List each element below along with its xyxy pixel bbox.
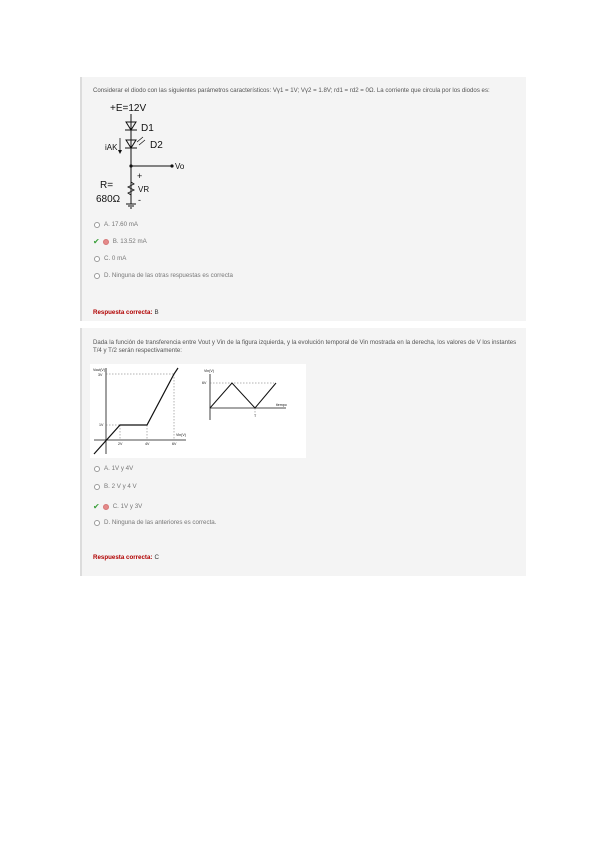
right-ttick: T xyxy=(254,414,257,418)
left-ytick-mid: 1V xyxy=(99,423,104,427)
question-card-2 xyxy=(80,328,526,576)
check-icon: ✔ xyxy=(93,236,100,246)
option-label: C. 0 mA xyxy=(104,255,127,262)
diode-circuit-figure xyxy=(90,100,200,218)
correct-answer-value: B xyxy=(154,309,159,316)
diode-d2-symbol xyxy=(125,137,145,148)
d2-label: D2 xyxy=(150,140,163,151)
check-icon: ✔ xyxy=(93,501,100,511)
radio-icon[interactable] xyxy=(94,466,100,472)
q2-option-d[interactable] xyxy=(93,518,216,527)
left-xtick-1: 2V xyxy=(118,442,123,446)
left-xlabel: Vin(V) xyxy=(176,433,186,437)
iak-label: iAK xyxy=(105,143,118,152)
question-2-text: Dada la función de transferencia entre Vout y Vin de la figura izquierda, y la evolución temporal de Vin mostrada en la derecha, los valores de V los instantes T/4 y T/2 serán respectivamente: xyxy=(93,339,517,354)
option-label: A. 17.60 mA xyxy=(104,221,139,228)
option-label: C. 1V y 3V xyxy=(112,503,143,510)
q1-option-a[interactable] xyxy=(93,220,138,229)
q2-correct-answer xyxy=(93,554,159,561)
question-1-text: Considerar el diodo con las siguientes parámetros característicos: Vγ1 = 1V; Vγ2 = 1.8V; rd1 = rd2 = 0Ω. La corriente que circula por los diodos es: xyxy=(93,87,490,94)
transfer-curve xyxy=(94,368,178,454)
source-label: +E=12V xyxy=(110,103,147,114)
option-label: A. 1V y 4V xyxy=(104,465,134,472)
option-label: B. 2 V y 4 V xyxy=(104,483,137,490)
transfer-function-plot xyxy=(90,364,190,458)
vo-label: Vo xyxy=(175,162,185,171)
radio-icon[interactable] xyxy=(94,520,100,526)
q1-option-c[interactable] xyxy=(93,254,126,263)
left-ytick-top: 3V xyxy=(98,373,103,377)
d1-label: D1 xyxy=(141,123,154,134)
left-xtick-3: 6V xyxy=(172,442,177,446)
radio-icon[interactable] xyxy=(94,256,100,262)
radio-icon[interactable] xyxy=(94,273,100,279)
correct-answer-label: Respuesta correcta: xyxy=(93,554,153,561)
triangle-waveform xyxy=(210,383,276,408)
q2-option-a[interactable] xyxy=(93,464,133,473)
q1-option-d[interactable] xyxy=(93,271,233,280)
minus-label: - xyxy=(138,195,141,205)
right-ylabel: Vin(V) xyxy=(204,369,214,373)
radio-icon[interactable] xyxy=(94,484,100,490)
input-waveform-plot xyxy=(200,364,300,458)
question-card-1 xyxy=(80,77,526,321)
left-ylabel: Vout(V) xyxy=(93,368,105,372)
q2-option-c[interactable] xyxy=(93,502,142,511)
q2-option-b[interactable] xyxy=(93,482,137,491)
q1-correct-answer xyxy=(93,309,159,316)
correct-answer-label: Respuesta correcta: xyxy=(93,309,153,316)
plus-label: + xyxy=(137,171,143,181)
transfer-figure-panel xyxy=(90,364,306,458)
right-ytick: 6V xyxy=(202,381,207,385)
vr-label: VR xyxy=(138,185,150,194)
option-label: D. Ninguna de las anteriores es correcta. xyxy=(104,519,217,526)
r-value: 680Ω xyxy=(96,194,121,205)
radio-icon[interactable] xyxy=(94,222,100,228)
radio-icon[interactable] xyxy=(103,504,109,510)
right-xlabel: tiempo xyxy=(276,403,287,407)
r-label: R= xyxy=(100,180,114,191)
left-xtick-2: 4V xyxy=(145,442,150,446)
radio-icon[interactable] xyxy=(103,239,109,245)
option-label: D. Ninguna de las otras respuestas es correcta xyxy=(104,272,233,279)
correct-answer-value: C xyxy=(154,554,159,561)
option-label: B. 13.52 mA xyxy=(112,238,147,245)
q1-option-b[interactable] xyxy=(93,237,147,246)
